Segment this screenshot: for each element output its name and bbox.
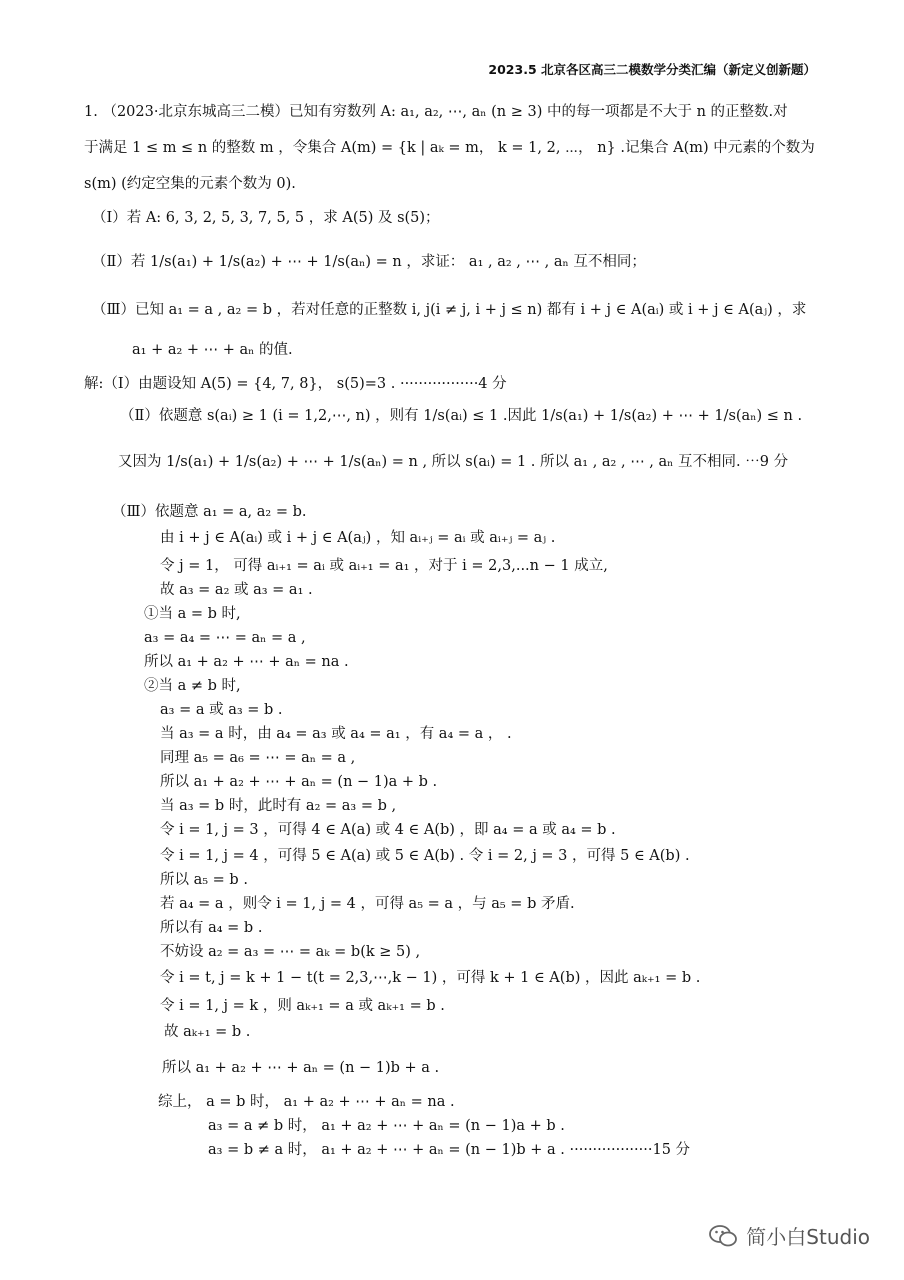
text-line: 若 a₄ = a ，则令 i = 1, j = 4 ，可得 a₅ = a ，与 a₅ = b 矛盾. — [160, 896, 575, 912]
text-line: （Ⅱ）依题意 s(aᵢ) ≥ 1 (i = 1,2,⋯, n) ，则有 1/s(aᵢ) ≤ 1 .因此 1/s(a₁) + 1/s(a₂) + ⋯ + 1/s(aₙ) ≤ n . — [120, 408, 803, 424]
text-line: 同理 a₅ = a₆ = ⋯ = aₙ = a , — [160, 750, 356, 766]
text-line: 所以 a₅ = b . — [160, 872, 248, 888]
text-line: a₃ = a₄ = ⋯ = aₙ = a , — [144, 630, 306, 646]
text-line: 解:（Ⅰ）由题设知 A(5) = {4, 7, 8}， s(5)=3 . ·················4 分 — [84, 376, 507, 392]
text-line: 由 i + j ∈ A(aᵢ) 或 i + j ∈ A(aⱼ) ，知 aᵢ₊ⱼ = aᵢ 或 aᵢ₊ⱼ = aⱼ . — [160, 530, 556, 546]
text-line: ②当 a ≠ b 时, — [144, 678, 241, 694]
text-line: 令 i = t, j = k + 1 − t(t = 2,3,⋯,k − 1) ，可得 k + 1 ∈ A(b) ，因此 aₖ₊₁ = b . — [160, 970, 701, 986]
page-header: 2023.5 北京各区高三二模数学分类汇编（新定义创新题） — [488, 62, 816, 77]
text-line: 又因为 1/s(a₁) + 1/s(a₂) + ⋯ + 1/s(aₙ) = n , 所以 s(aᵢ) = 1 . 所以 a₁ , a₂ , ⋯ , aₙ 互不相同. ⋯9 分 — [118, 454, 789, 470]
text-line: （Ⅱ）若 1/s(a₁) + 1/s(a₂) + ⋯ + 1/s(aₙ) = n ，求证： a₁ , a₂ , ⋯ , aₙ 互不相同； — [92, 254, 646, 270]
text-line: a₁ + a₂ + ⋯ + aₙ 的值. — [132, 342, 293, 358]
text-line: 所以 a₁ + a₂ + ⋯ + aₙ = na . — [144, 654, 349, 670]
wechat-icon — [708, 1223, 738, 1249]
text-line: 所以 a₁ + a₂ + ⋯ + aₙ = (n − 1)b + a . — [162, 1060, 440, 1076]
text-line: ①当 a = b 时, — [144, 606, 241, 622]
text-line: （Ⅲ）依题意 a₁ = a, a₂ = b. — [112, 504, 307, 520]
text-line: a₃ = a ≠ b 时， a₁ + a₂ + ⋯ + aₙ = (n − 1)a + b . — [208, 1118, 565, 1134]
text-line: a₃ = b ≠ a 时， a₁ + a₂ + ⋯ + aₙ = (n − 1)b + a . ··················15 分 — [208, 1142, 691, 1158]
text-line: 令 i = 1, j = k ，则 aₖ₊₁ = a 或 aₖ₊₁ = b . — [160, 998, 445, 1014]
text-line: 故 aₖ₊₁ = b . — [164, 1024, 251, 1040]
text-line: 于满足 1 ≤ m ≤ n 的整数 m ，令集合 A(m) = {k | aₖ = m， k = 1, 2, ⋯， n} .记集合 A(m) 中元素的个数为 — [84, 140, 815, 156]
text-line: 所以 a₁ + a₂ + ⋯ + aₙ = (n − 1)a + b . — [160, 774, 438, 790]
watermark-text: 简小白Studio — [746, 1225, 870, 1249]
text-line: 所以有 a₄ = b . — [160, 920, 263, 936]
text-line: 故 a₃ = a₂ 或 a₃ = a₁ . — [160, 582, 313, 598]
text-line: （Ⅲ）已知 a₁ = a , a₂ = b ，若对任意的正整数 i, j(i ≠ j, i + j ≤ n) 都有 i + j ∈ A(aᵢ) 或 i + j ∈ A(aⱼ) ，求 — [92, 302, 807, 318]
text-line: s(m) (约定空集的元素个数为 0). — [84, 176, 296, 192]
text-line: （Ⅰ）若 A: 6, 3, 2, 5, 3, 7, 5, 5 ，求 A(5) 及 s(5)； — [92, 210, 440, 226]
text-line: 当 a₃ = a 时，由 a₄ = a₃ 或 a₄ = a₁ ，有 a₄ = a ， . — [160, 726, 512, 742]
text-line: 令 i = 1, j = 3 ，可得 4 ∈ A(a) 或 4 ∈ A(b) ，即 a₄ = a 或 a₄ = b . — [160, 822, 616, 838]
text-line: 令 j = 1， 可得 aᵢ₊₁ = aᵢ 或 aᵢ₊₁ = a₁ ，对于 i = 2,3,...n − 1 成立, — [160, 558, 608, 574]
text-line: 不妨设 a₂ = a₃ = ⋯ = aₖ = b(k ≥ 5) , — [160, 944, 421, 960]
text-line: 综上， a = b 时， a₁ + a₂ + ⋯ + aₙ = na . — [158, 1094, 455, 1110]
text-line: 令 i = 1, j = 4 ，可得 5 ∈ A(a) 或 5 ∈ A(b) . 令 i = 2, j = 3 ，可得 5 ∈ A(b) . — [160, 848, 690, 864]
text-line: 当 a₃ = b 时，此时有 a₂ = a₃ = b , — [160, 798, 397, 814]
text-line: 1. （2023·北京东城高三二模）已知有穷数列 A: a₁, a₂, ⋯, aₙ (n ≥ 3) 中的每一项都是不大于 n 的正整数.对 — [84, 104, 788, 120]
watermark — [708, 1221, 870, 1250]
text-line: a₃ = a 或 a₃ = b . — [160, 702, 283, 718]
